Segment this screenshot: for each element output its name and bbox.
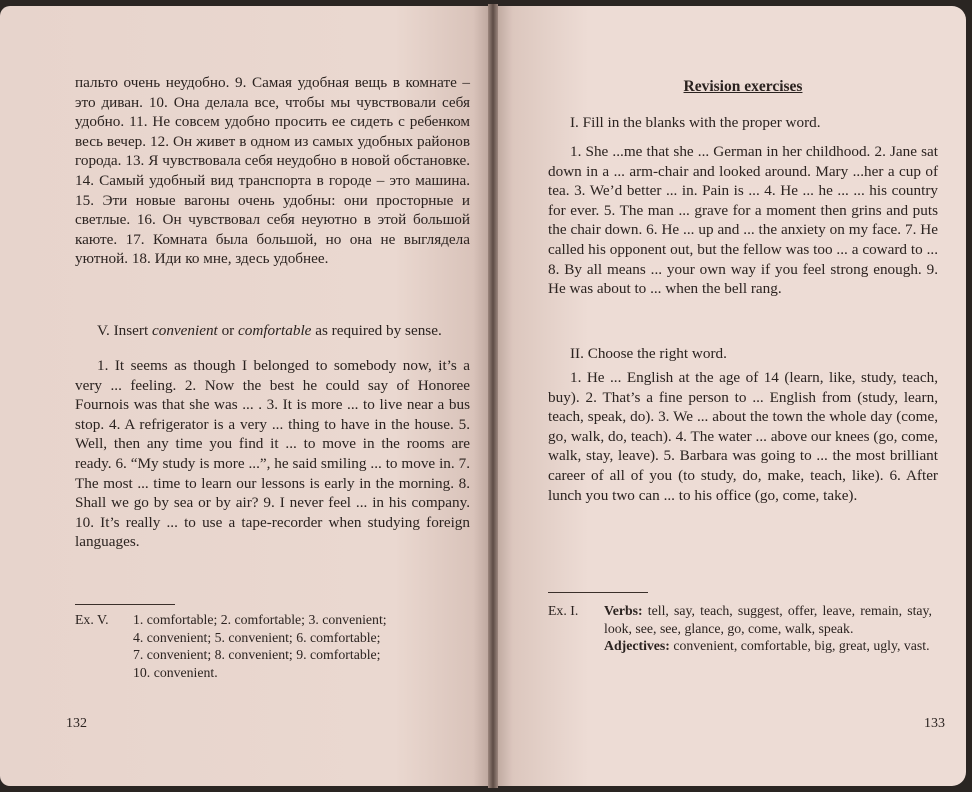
answer-key-verbs [604,602,932,637]
answer-key-label: Ex. I. [548,603,579,618]
exercise-v-heading [75,321,470,341]
exercise-i-heading: I. Fill in the blanks with the proper word. [570,114,821,131]
answer-key-adjectives [604,637,932,655]
page-number-right: 133 [924,716,945,731]
answer-key-line: 7. convenient; 8. convenient; 9. comfortable; [133,647,381,662]
exercise-i-text: 1. She ...me that she ... German in her childhood. 2. Jane sat down in a ... arm-chair and looked around. Mary ...her a cup of tea. 3. We’d better ... in. Pain is ... 4. He ... he ... ... his country for ever. 5. The man ... grave for a moment then grins and puts the chair down. 6. He ... up and ... the anxiety on my face. 7. He called his opponent out, but the fellow was too ... a coward to ... 8. By all means ... your own way if you feel strong enough. 9. He was about to ... when the bell rang. [548,143,938,298]
exercise-v-heading-or: or [217,322,239,339]
footnote-divider [548,592,648,593]
answer-key-line: 10. convenient. [133,664,218,680]
exercise-ii-heading: II. Choose the right word. [570,345,727,362]
word-convenient: convenient [151,322,218,339]
answer-key-line: 4. convenient; 5. convenient; 6. comfortable; [133,629,381,645]
answer-key-label: Ex. V. [75,612,109,627]
word-comfortable: comfortable [238,322,312,339]
exercise-v-heading-start: V. Insert [97,322,152,339]
left-page [0,6,493,786]
answer-key-line: 1. comfortable; 2. comfortable; 3. convenient; [133,612,387,627]
book-gutter [488,4,498,788]
verbs-list: tell, say, teach, suggest, offer, leave, remain, stay, look, see, see, glance, go, come, walk, speak. [604,603,932,636]
exercise-ii-text: 1. He ... English at the age of 14 (learn, like, study, teach, buy). 2. That’s a fine person to ... English from (study, learn, teach, speak, do). 3. We ... about the town the whole day (come, go, walk, do, teach). 4. The water ... above our knees (go, come, walk, stay, leave). 5. Barbara was going to ... the most brilliant career of all of you (to study, do, make, teach, like). 6. After lunch you two can ... to his office (go, come, take). [548,369,938,504]
verbs-label: Verbs: [604,603,643,618]
answer-key-body [604,602,932,655]
page-title: Revision exercises [683,78,803,95]
adjectives-list: convenient, comfortable, big, great, ugly, vast. [669,638,930,653]
right-page [494,6,966,786]
russian-sentences-continuation: пальто очень неудобно. 9. Самая удобная вещь в комнате – это диван. 10. Она делала все, чтобы мы чувствовали себя удобно. 11. Не совсем удобно просить ее сидеть с ребенком весь вечер. 12. Он живет в одном из самых удобных районов города. 13. Я чувствовала себя неудобно в новой обстановке. 14. Самый удобный вид транспорта в городе – это машина. 15. Эти новые вагоны очень удобны: они просторные и светлые. 16. Он чувствовал себя неуютно в этой большой каюте. 17. Комната была большой, но она не выглядела уютной. 18. Иди ко мне, здесь удобнее. [75,74,470,268]
page-number-left: 132 [66,716,87,731]
exercise-v-text: 1. It seems as though I belonged to somebody now, it’s a very ... feeling. 2. Now the best he could say of Honoree Fournois was that she was ... . 3. It is more ... to live near a bus stop. 4. A refrigerator is a very ... thing to have in the house. 5. Well, then any time you find it ... to move in the rooms are ready. 6. “My study is more ...”, he said smiling ... to move in. 7. The most ... time to learn our lessons is early in the morning. 8. Shall we go by sea or by air? 9. I never feel ... in his company. 10. It’s really ... to use a tape-recorder when studying foreign languages. [75,357,470,551]
adjectives-label: Adjectives: [604,638,670,653]
footnote-divider [75,604,175,605]
exercise-v-heading-end: as required by sense. [311,322,442,339]
answer-key-body [133,611,473,681]
